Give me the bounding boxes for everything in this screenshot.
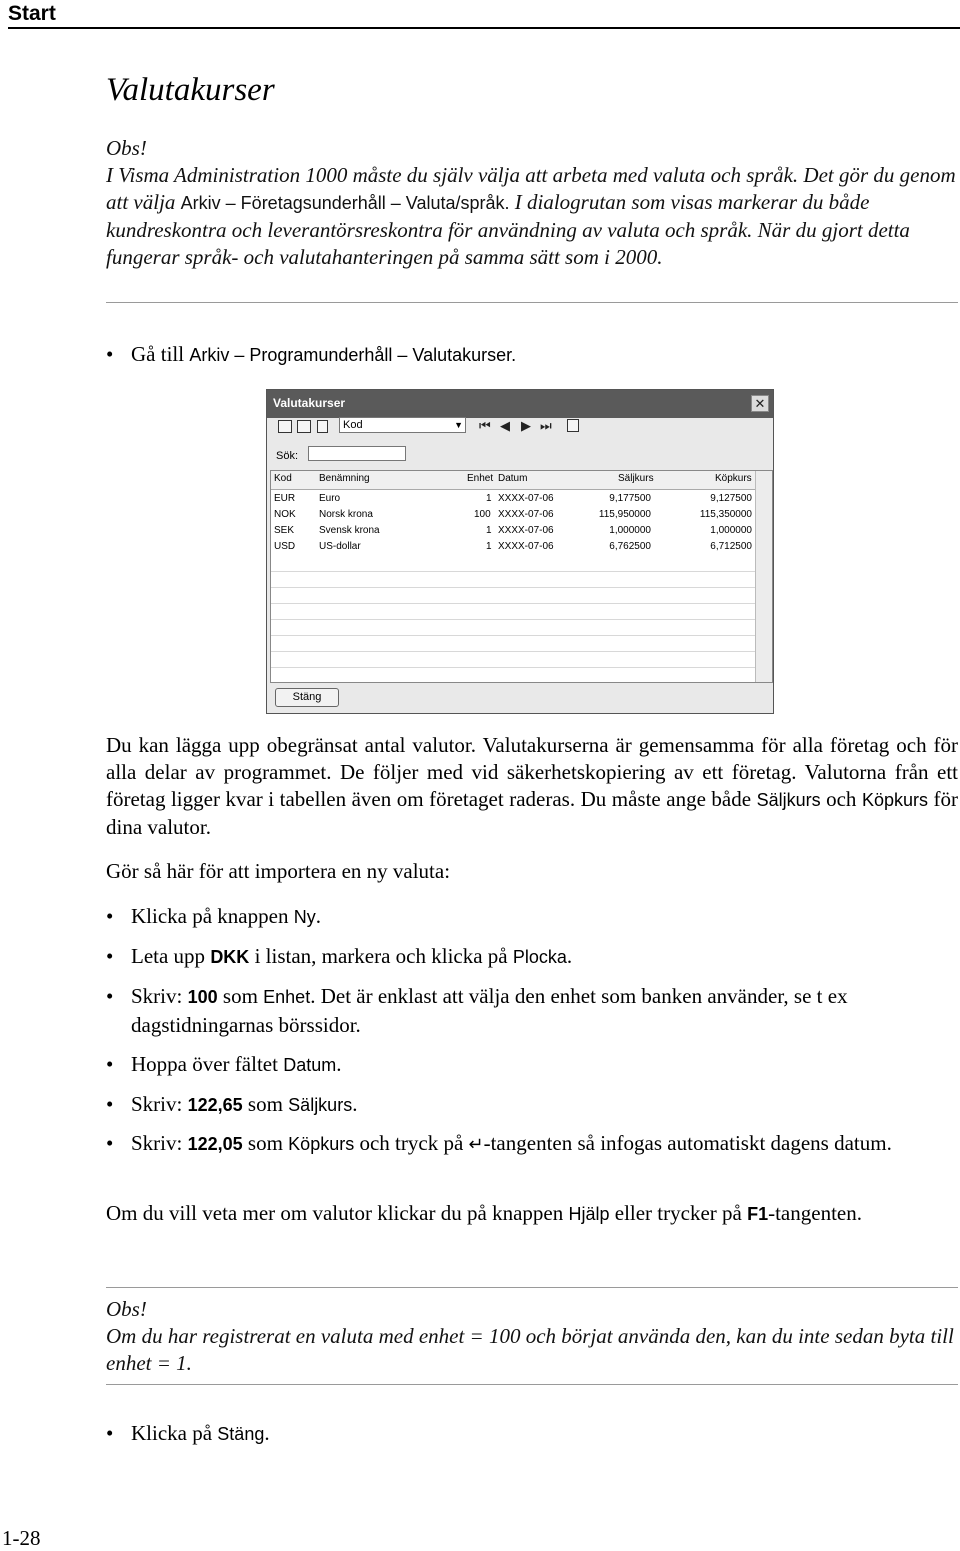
field-kopkurs: Köpkurs (861, 790, 928, 810)
cell-enhet: 1 (486, 541, 492, 552)
step-text: och tryck på (354, 1131, 469, 1155)
first-record-icon[interactable]: ⏮ (479, 418, 491, 433)
step-text: som (242, 1092, 289, 1116)
note-box-2 (106, 1296, 958, 1377)
step-text: . (336, 1052, 342, 1076)
page-number: 1-28 (2, 1526, 41, 1550)
cell-kopkurs: 115,350000 (699, 509, 752, 520)
note-heading: Obs! (106, 1297, 147, 1321)
search-input[interactable] (308, 446, 406, 461)
step-text: Hoppa över fältet (131, 1052, 284, 1076)
grid-line (271, 587, 756, 588)
note-rule (106, 302, 958, 303)
dialog-titlebar (267, 390, 773, 418)
para-text: -tangenten. (768, 1201, 862, 1225)
paragraph-help (106, 1200, 958, 1228)
note-heading: Obs! (106, 136, 147, 160)
cell-saljkurs: 6,762500 (609, 541, 651, 552)
cell-benamning: US-dollar (319, 541, 361, 552)
step-text: som (217, 984, 264, 1008)
cell-saljkurs: 1,000000 (609, 525, 651, 536)
value-100: 100 (187, 987, 218, 1007)
para-text: Du kan lägga upp obegränsat antal valutor. Valutakurserna är gemensamma för alla företag och för alla delar av programmet. De följer med vid säkerhetskopiering av ett företag. Valutorna från ett företag ligger kvar i tabellen även om företaget raderas. Du måste ange både (106, 733, 958, 811)
value-12265: 122,65 (187, 1095, 243, 1115)
menu-path: Arkiv – Programunderhåll – Valutakurser. (189, 345, 517, 365)
trash-icon[interactable] (317, 420, 328, 433)
dialog-title: Valutakurser (273, 396, 346, 410)
close-icon[interactable]: ✕ (751, 395, 769, 412)
step-text: -tangenten så infogas automatiskt dagens datum. (483, 1131, 892, 1155)
step-text: . (352, 1092, 358, 1116)
step-enter-unit (106, 982, 958, 1039)
grid-line (271, 571, 756, 572)
section-header: Start (8, 2, 56, 25)
step-text: . (315, 904, 321, 928)
value-dkk: DKK (210, 947, 250, 967)
new-icon[interactable] (278, 420, 292, 433)
search-label: Sök: (276, 450, 299, 462)
col-kod[interactable]: Kod (274, 473, 292, 484)
close-button[interactable]: Stäng (275, 688, 339, 707)
field-enhet: Enhet (263, 987, 311, 1007)
col-enhet[interactable]: Enhet (467, 473, 494, 484)
note-box-1 (106, 135, 958, 271)
cell-kopkurs: 1,000000 (710, 525, 752, 536)
page-title: Valutakurser (106, 72, 275, 108)
cell-datum: XXXX-07-06 (498, 493, 554, 504)
grid-line (271, 635, 756, 636)
step-click-stang (106, 1419, 958, 1448)
step-text: Skriv: (131, 1131, 188, 1155)
step-text: Klicka på (131, 1421, 218, 1445)
field-saljkurs: Säljkurs (756, 790, 821, 810)
button-ref-ny: Ny (293, 907, 316, 927)
value-12205: 122,05 (187, 1134, 243, 1154)
note-menu-path: Arkiv – Företagsunderhåll – Valuta/språk. (180, 193, 510, 213)
step-text: . (264, 1421, 270, 1445)
step-skip-date (106, 1050, 958, 1079)
step-text: . Det är enklast att välja den enhet som banken använder, se t ex dagstidningarnas börssidor. (131, 984, 848, 1037)
prev-record-icon[interactable]: ◀ (500, 418, 510, 433)
col-benamning[interactable]: Benämning (319, 473, 370, 484)
col-kopkurs[interactable]: Köpkurs (715, 473, 752, 484)
grid-line (271, 651, 756, 652)
cell-kod: USD (274, 541, 296, 552)
cell-saljkurs: 115,950000 (598, 509, 651, 520)
cell-kopkurs: 9,127500 (710, 493, 752, 504)
cell-enhet: 100 (474, 509, 491, 520)
para-text: Om du vill veta mer om valutor klickar du på knappen (106, 1201, 569, 1225)
col-saljkurs[interactable]: Säljkurs (618, 473, 654, 484)
sort-select[interactable] (339, 417, 466, 433)
cell-datum: XXXX-07-06 (498, 541, 554, 552)
cell-datum: XXXX-07-06 (498, 509, 554, 520)
para-text: eller trycker på (609, 1201, 748, 1225)
step-enter-kopkurs (106, 1129, 958, 1158)
note-text: I Visma Administration 1000 måste du själv välja att arbeta med valuta och språk. Det gör du genom att välja (106, 163, 956, 214)
table-header (271, 471, 756, 490)
chevron-down-icon: ▼ (454, 420, 463, 430)
step-text: Skriv: (131, 1092, 188, 1116)
cell-kopkurs: 6,712500 (710, 541, 752, 552)
table-scrollbar[interactable] (755, 471, 772, 682)
cell-enhet: 1 (486, 525, 492, 536)
enter-key-icon: ↵ (468, 1134, 484, 1154)
step-text: i listan, markera och klicka på (249, 944, 513, 968)
grid-line (271, 603, 756, 604)
paragraph-unlimited-currencies (106, 732, 958, 841)
step-text: . (566, 944, 573, 968)
step-find-dkk (106, 942, 958, 971)
para-text: och (820, 787, 862, 811)
sort-select-value: Kod (343, 419, 363, 431)
last-record-icon[interactable]: ⏭ (540, 418, 552, 433)
button-ref-hjalp: Hjälp (568, 1204, 610, 1224)
note-text-cont: I dialogrutan som visas markerar du både kundreskontra och leverantörsreskontra för användning av valuta och språk. När du gjort detta fungerar språk- och valutahanteringen på samma sätt som i 2000. (106, 190, 910, 269)
cell-benamning: Euro (319, 493, 341, 504)
button-ref-stang: Stäng (217, 1424, 265, 1444)
grid-line (271, 667, 756, 668)
print-icon[interactable] (567, 419, 579, 432)
note-rule (106, 1287, 958, 1288)
header-rule (8, 27, 960, 29)
cell-kod: SEK (274, 525, 295, 536)
step-text: Leta upp (131, 944, 211, 968)
field-datum: Datum (283, 1055, 337, 1075)
cell-benamning: Svensk krona (319, 525, 380, 536)
col-datum[interactable]: Datum (498, 473, 528, 484)
field-kopkurs: Köpkurs (288, 1134, 355, 1154)
edit-icon[interactable] (297, 420, 311, 433)
step-open-dialog (106, 340, 958, 369)
step-click-ny (106, 902, 958, 931)
valutakurser-dialog (266, 389, 774, 714)
button-ref-plocka: Plocka (512, 947, 567, 967)
key-f1: F1 (747, 1204, 769, 1224)
next-record-icon[interactable]: ▶ (521, 418, 531, 433)
note-text: Om du har registrerat en valuta med enhet = 100 och börjat använda den, kan du inte sedan byta till enhet = 1. (106, 1324, 954, 1375)
cell-kod: EUR (274, 493, 296, 504)
field-saljkurs: Säljkurs (288, 1095, 353, 1115)
step-text: Skriv: (131, 984, 188, 1008)
cell-saljkurs: 9,177500 (609, 493, 651, 504)
grid-line (271, 619, 756, 620)
para-text: för dina valutor. (106, 787, 958, 839)
currency-table (270, 470, 773, 683)
cell-benamning: Norsk krona (319, 509, 373, 520)
step-enter-saljkurs (106, 1090, 958, 1119)
note-rule (106, 1384, 958, 1385)
cell-datum: XXXX-07-06 (498, 525, 554, 536)
paragraph-import-intro: Gör så här för att importera en ny valuta: (106, 859, 451, 883)
cell-kod: NOK (274, 509, 296, 520)
step-text: som (242, 1131, 289, 1155)
step-text: Klicka på knappen (131, 904, 294, 928)
step-text: Gå till (131, 342, 190, 366)
cell-enhet: 1 (486, 493, 492, 504)
